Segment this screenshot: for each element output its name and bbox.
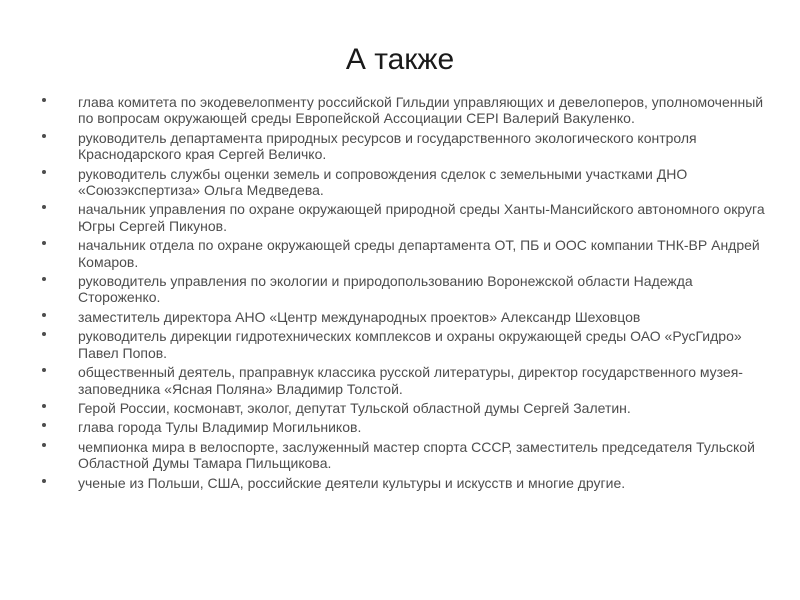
bullet-dot-icon — [42, 98, 46, 102]
bullet-item — [40, 273, 765, 306]
bullet-dot-icon — [42, 241, 46, 245]
bullet-text: глава комитета по экодевелопменту российской Гильдии управляющих и девелоперов, уполномоченный по вопросам окружающей среды Европейской Ассоциации CEPI Валерий Вакуленко. — [78, 94, 764, 127]
bullet-text: руководитель дирекции гидротехнических комплексов и охраны окружающей среды ОАО «РусГидро» Павел Попов. — [78, 328, 742, 361]
bullet-item — [40, 328, 765, 361]
bullet-dot-icon — [42, 404, 46, 408]
bullet-text: начальник управления по охране окружающей природной среды Ханты-Мансийского автономного округа Югры Сергей Пикунов. — [78, 201, 765, 234]
bullet-item — [40, 237, 765, 270]
bullet-dot-icon — [42, 368, 46, 372]
bullet-text: руководитель управления по экологии и природопользованию Воронежской области Надежда Стороженко. — [78, 273, 693, 306]
bullet-item — [40, 419, 765, 435]
bullet-text: заместитель директора АНО «Центр международных проектов» Александр Шеховцов — [78, 308, 641, 325]
bullet-item — [40, 475, 765, 491]
bullet-dot-icon — [42, 443, 46, 447]
bullet-item — [40, 364, 765, 397]
bullet-text: начальник отдела по охране окружающей среды департамента ОТ, ПБ и ООС компании ТНК-ВР Андрей Комаров. — [78, 237, 760, 270]
bullet-dot-icon — [42, 205, 46, 209]
bullet-dot-icon — [42, 134, 46, 138]
bullet-item — [40, 94, 765, 127]
bullet-dot-icon — [42, 479, 46, 483]
bullet-item — [40, 309, 765, 325]
bullet-text: руководитель службы оценки земель и сопровождения сделок с земельными участками ДНО «Союзэкспертиза» Ольга Медведева. — [78, 165, 688, 199]
bullet-item — [40, 201, 765, 234]
bullet-list — [40, 94, 765, 494]
bullet-dot-icon — [42, 277, 46, 281]
bullet-text: общественный деятель, праправнук классика русской литературы, директор государственного музея-заповедника «Ясная Поляна» Владимир Толстой. — [78, 364, 743, 397]
bullet-text: руководитель департамента природных ресурсов и государственного экологического контроля Краснодарского края Сергей Величко. — [78, 129, 697, 163]
bullet-dot-icon — [42, 313, 46, 317]
bullet-text: Герой России, космонавт, эколог, депутат Тульской областной думы Сергей Залетин. — [78, 399, 631, 416]
bullet-dot-icon — [42, 423, 46, 427]
bullet-dot-icon — [42, 332, 46, 336]
slide-title: А также — [345, 43, 455, 76]
bullet-dot-icon — [42, 170, 46, 174]
bullet-text: глава города Тулы Владимир Могильников. — [78, 419, 362, 436]
bullet-item — [40, 130, 765, 163]
bullet-item — [40, 400, 765, 416]
bullet-item — [40, 439, 765, 472]
bullet-text: ученые из Польши, США, российские деятели культуры и искусств и многие другие. — [78, 474, 626, 491]
bullet-text: чемпионка мира в велоспорте, заслуженный мастер спорта СССР, заместитель председателя Тульской Областной Думы Тамара Пильщикова. — [78, 438, 755, 472]
bullet-item — [40, 166, 765, 199]
